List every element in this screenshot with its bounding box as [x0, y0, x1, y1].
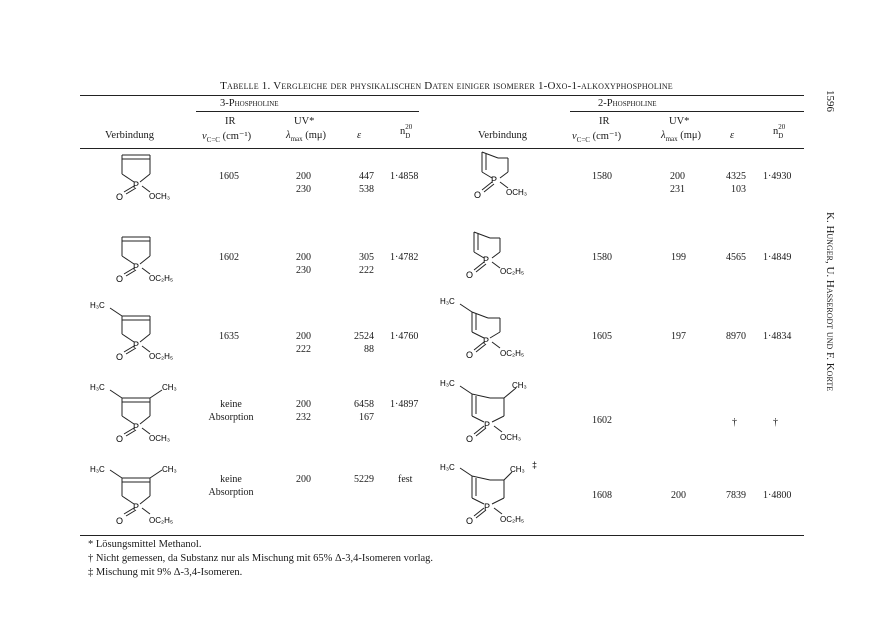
bottom-rule	[80, 535, 804, 536]
header-n-right: n 20 D	[773, 123, 786, 140]
r2-right-eps: 4565	[726, 252, 746, 263]
r2-left-ir: 1602	[219, 252, 239, 263]
svg-text:H₃C: H₃C	[440, 463, 455, 472]
r3-left-ir: 1635	[219, 331, 239, 342]
header-ir-unit-left	[202, 130, 251, 144]
r4-right-n: †	[773, 417, 778, 428]
r3-right-n: 1·4834	[763, 331, 792, 342]
svg-text:CH₃: CH₃	[162, 465, 177, 474]
r3-left-uv: 200 222	[296, 331, 311, 355]
svg-text:OC₂H₅: OC₂H₅	[149, 352, 174, 361]
group-3-phospholine: 3-Phospholine	[220, 98, 279, 109]
svg-text:OCH₃: OCH₃	[500, 433, 522, 442]
r4-left-n: 1·4897	[390, 399, 419, 410]
footnote-mixture: ‡ Mischung mit 9% Δ-3,4-Isomeren.	[88, 567, 243, 578]
r5-right-eps: 7839	[726, 490, 746, 501]
structure-3-4-dimethyl-3-phospholine-och3	[88, 380, 198, 446]
svg-text:OC₂H₅: OC₂H₅	[500, 349, 525, 358]
svg-text:O: O	[466, 350, 474, 360]
svg-text:OCH₃: OCH₃	[149, 192, 171, 201]
header-uv-left: UV*	[294, 116, 315, 127]
header-uv-unit-left	[286, 130, 326, 143]
r4-right-ir: 1602	[592, 415, 612, 426]
r1-left-uv: 200 230	[296, 171, 311, 195]
r4-left-eps: 6458 167	[354, 399, 374, 423]
group-rule-right	[570, 111, 804, 112]
structure-3-phospholine-oc2h5	[110, 232, 190, 287]
r1-right-uv: 200 231	[670, 171, 685, 195]
r1-left-eps: 447 538	[359, 171, 374, 195]
r5-right-ir: 1608	[592, 490, 612, 501]
svg-text:OC₂H₅: OC₂H₅	[500, 267, 525, 276]
header-verbindung-left: Verbindung	[105, 130, 154, 141]
structure-3-4-dimethyl-2-phospholine-oc2h5	[438, 458, 558, 530]
footnote-solvent: * Lösungsmittel Methanol.	[88, 539, 202, 550]
svg-text:O: O	[474, 190, 482, 200]
r5-right-n: 1·4800	[763, 490, 792, 501]
r2-left-n: 1·4782	[390, 252, 419, 263]
header-rule	[80, 148, 804, 149]
svg-text:CH₃: CH₃	[510, 465, 525, 474]
svg-text:‡: ‡	[532, 460, 538, 470]
structure-3-phospholine-och3	[110, 150, 180, 205]
svg-text:P: P	[133, 340, 140, 350]
r5-left-eps: 5229	[354, 474, 374, 485]
r1-right-eps: 4325 103	[726, 171, 746, 195]
header-ir-unit-right: $\nu_{C=C}$ (cm⁻¹)	[572, 131, 622, 145]
structure-3-4-dimethyl-3-phospholine-oc2h5	[88, 458, 198, 530]
page-number: 1596	[824, 90, 836, 112]
svg-text:OCH₃: OCH₃	[506, 188, 528, 197]
ir-unit: (cm⁻¹)	[222, 131, 252, 142]
svg-text:H₃C: H₃C	[90, 383, 105, 392]
svg-text:O: O	[116, 274, 124, 284]
svg-text:O: O	[116, 434, 124, 444]
svg-text:H₃C: H₃C	[440, 379, 455, 388]
r5-left-n: fest	[398, 474, 413, 485]
svg-text:H₃C: H₃C	[90, 465, 105, 474]
group-2-phospholine: 2-Phospholine	[598, 98, 657, 109]
svg-text:OC₂H₅: OC₂H₅	[149, 516, 174, 525]
structure-2-phospholine-oc2h5	[462, 226, 552, 286]
r3-left-eps: 2524 88	[354, 331, 374, 355]
r5-left-ir: keine Absorption	[208, 474, 254, 498]
header-eps-right: ε	[730, 130, 735, 141]
r5-left-uv: 200	[296, 474, 311, 485]
svg-text:P: P	[491, 175, 498, 185]
svg-text:P: P	[133, 180, 140, 190]
svg-text:P: P	[483, 336, 490, 346]
r1-left-ir: 1605	[219, 171, 239, 182]
svg-text:O: O	[466, 516, 474, 526]
header-n-left: n 20 D	[400, 123, 413, 140]
svg-text:CH₃: CH₃	[162, 383, 177, 392]
lambda-index: max	[290, 135, 303, 144]
svg-text:CH₃: CH₃	[512, 381, 527, 390]
r1-right-n: 1·4930	[763, 171, 792, 182]
svg-text:P: P	[133, 262, 140, 272]
table-title: Tabelle 1. Vergleiche der physikalischen Daten einiger isomerer 1-Oxo-1-alkoxyphospholine	[220, 80, 673, 92]
r3-right-uv: 197	[671, 331, 686, 342]
svg-text:O: O	[116, 352, 124, 362]
structure-3-methyl-2-phospholine-oc2h5	[438, 294, 548, 360]
svg-text:OC₂H₅: OC₂H₅	[149, 274, 174, 283]
svg-text:O: O	[466, 270, 474, 280]
header-ir-left: IR	[225, 116, 236, 127]
group-rule-left	[196, 111, 419, 112]
r2-left-eps: 305 222	[359, 252, 374, 276]
svg-text:H₃C: H₃C	[440, 297, 455, 306]
structure-3-4-dimethyl-2-phospholine-och3	[438, 376, 548, 446]
r3-right-eps: 8970	[726, 331, 746, 342]
r4-right-eps: †	[732, 417, 737, 428]
nu-index: C=C	[206, 136, 220, 145]
svg-text:H₃C: H₃C	[90, 301, 105, 310]
svg-text:OCH₃: OCH₃	[149, 434, 171, 443]
nu-symbol: ν	[202, 131, 207, 142]
svg-text:P: P	[133, 422, 140, 432]
r2-right-uv: 199	[671, 252, 686, 263]
svg-text:O: O	[116, 516, 124, 526]
r3-left-n: 1·4760	[390, 331, 419, 342]
header-eps-left: ε	[357, 130, 362, 141]
r4-left-ir: keine Absorption	[208, 399, 254, 423]
r5-right-uv: 200	[671, 490, 686, 501]
svg-text:OC₂H₅: OC₂H₅	[500, 515, 525, 524]
svg-text:P: P	[133, 502, 140, 512]
svg-text:P: P	[483, 255, 490, 265]
header-verbindung-right: Verbindung	[478, 130, 527, 141]
r3-right-ir: 1605	[592, 331, 612, 342]
r2-right-ir: 1580	[592, 252, 612, 263]
running-head: K. Hunger, U. Hasserodt und F. Korte	[824, 212, 836, 392]
structure-3-methyl-3-phospholine-oc2h5	[88, 300, 188, 362]
footnote-not-measured: † Nicht gemessen, da Substanz nur als Mischung mit 65% Δ-3,4-Isomeren vorlag.	[88, 553, 434, 564]
top-rule	[80, 95, 804, 96]
header-uv-unit-right: $\lambda_{max}$ (mμ)	[661, 130, 702, 144]
uv-unit: (mμ)	[305, 130, 327, 141]
svg-text:O: O	[116, 192, 124, 202]
svg-text:O: O	[466, 434, 474, 444]
svg-text:P: P	[484, 502, 491, 512]
r1-left-n: 1·4858	[390, 171, 419, 182]
lambda-symbol: λ	[286, 130, 291, 141]
svg-text:P: P	[484, 420, 491, 430]
r4-left-uv: 200 232	[296, 399, 311, 423]
r1-right-ir: 1580	[592, 171, 612, 182]
r2-right-n: 1·4849	[763, 252, 792, 263]
r2-left-uv: 200 230	[296, 252, 311, 276]
header-ir-right: IR	[599, 116, 610, 127]
structure-2-phospholine-och3	[470, 148, 540, 203]
header-uv-right: UV*	[669, 116, 690, 127]
